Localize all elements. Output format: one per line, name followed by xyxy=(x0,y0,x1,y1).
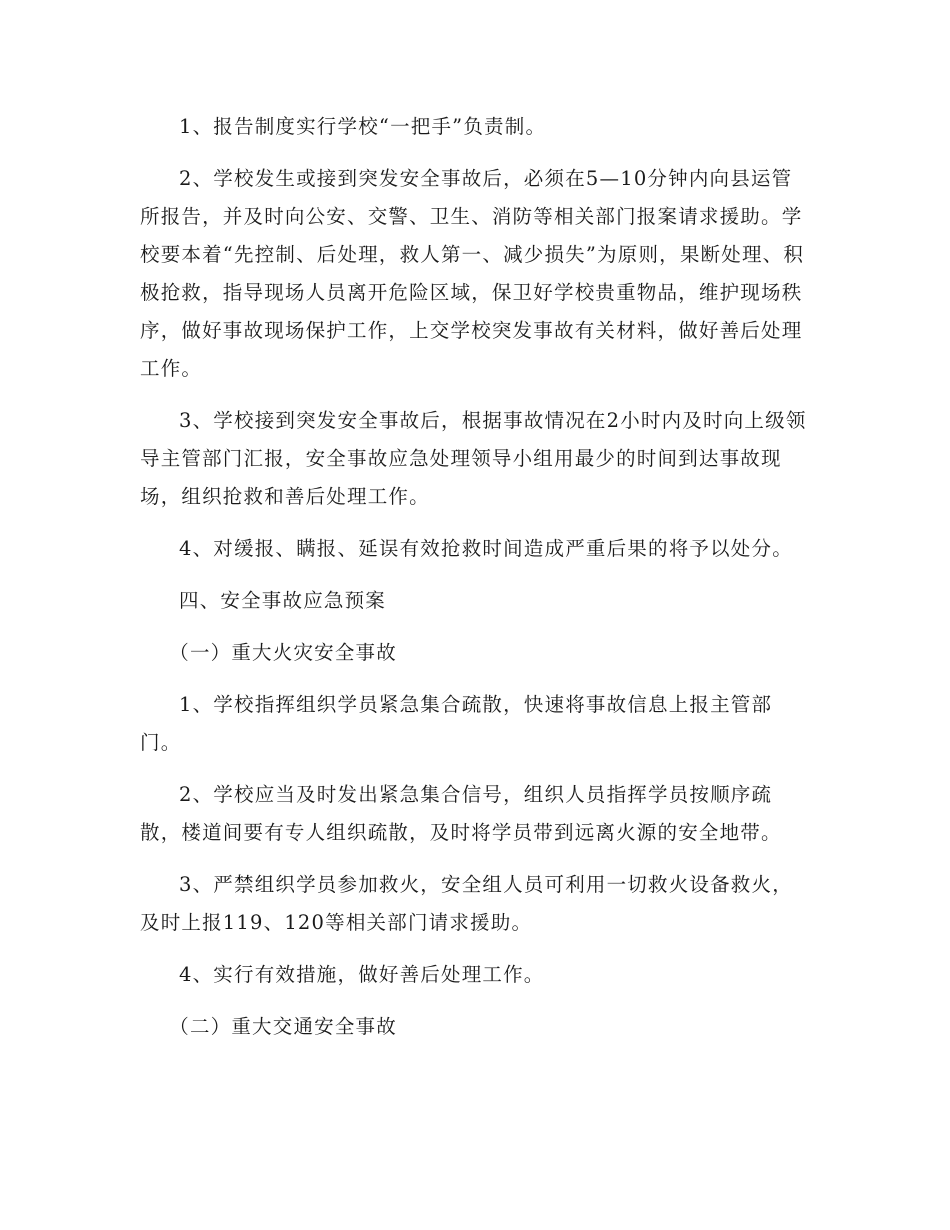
paragraph-fire-signal: 2、学校应当及时发出紧急集合信号，组织人员指挥学员按顺序疏散，楼道间要有专人组织疏散，及时将学员带到远离火源的安全地带。 xyxy=(140,783,782,844)
subheading-fire-accident: （一）重大火灾安全事故 xyxy=(169,641,397,664)
paragraph-superior-report: 3、学校接到突发安全事故后，根据事故情况在2小时内及时向上级领导主管部门汇报，安全事故应急处理领导小组用最少的时间到达事故现场，组织抢救和善后处理工作。 xyxy=(140,409,807,508)
paragraph-fire-rescue: 3、严禁组织学员参加救火，安全组人员可利用一切救火设备救火，及时上报119、120等相关部门请求援助。 xyxy=(140,873,793,934)
subheading-traffic-accident: （二）重大交通安全事故 xyxy=(169,1015,397,1038)
paragraph-report-responsibility: 1、报告制度实行学校“一把手”负责制。 xyxy=(179,115,547,138)
document-body xyxy=(140,108,810,1060)
paragraph-fire-evacuation: 1、学校指挥组织学员紧急集合疏散，快速将事故信息上报主管部门。 xyxy=(140,693,773,754)
section-heading-emergency-plan: 四、安全事故应急预案 xyxy=(179,589,387,612)
paragraph-accident-reporting: 2、学校发生或接到突发安全事故后，必须在5—10分钟内向县运管所报告，并及时向公安、交警、卫生、消防等相关部门报案请求援助。学校要本着“先控制、后处理，救人第一、减少损失”为原则，果断处理、积极抢救，指导现场人员离开危险区域，保卫好学校贵重物品，维护现场秩序，做好事故现场保护工作，上交学校突发事故有关材料，做好善后处理工作。 xyxy=(140,167,805,380)
paragraph-penalty: 4、对缓报、瞒报、延误有效抢救时间造成严重后果的将予以处分。 xyxy=(179,537,793,560)
paragraph-fire-aftermath: 4、实行有效措施，做好善后处理工作。 xyxy=(179,963,545,986)
